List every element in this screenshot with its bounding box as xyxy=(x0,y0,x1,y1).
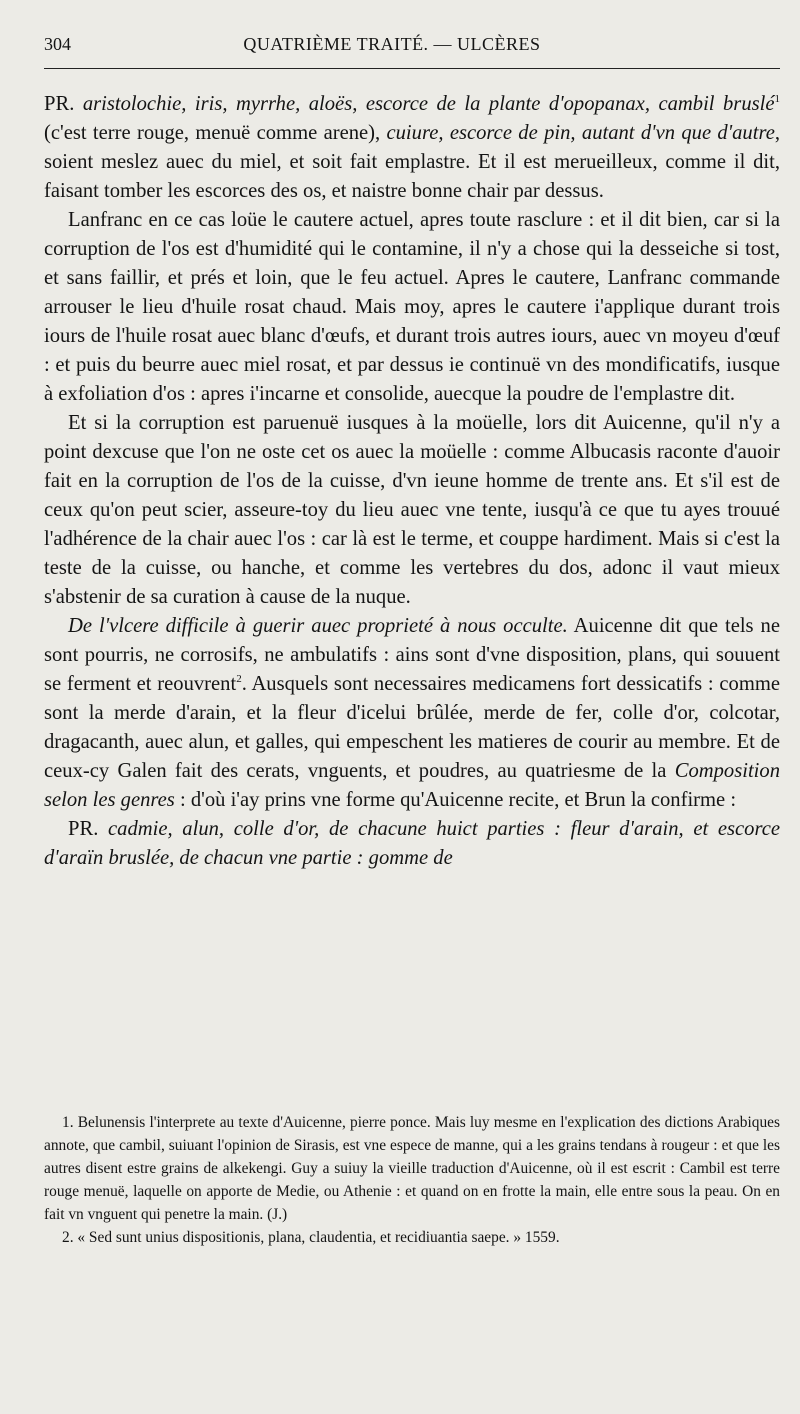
recipe-ingredients: aristolochie, iris, myrrhe, aloës, escorce de la plante d'opopanax, cambil bruslé xyxy=(82,93,775,115)
footnote-2: 2. « Sed sunt unius dispositionis, plana, claudentia, et recidiuantia saepe. » 1559. xyxy=(62,1229,560,1246)
footnote-ref-2: 2 xyxy=(236,673,242,686)
footnotes xyxy=(44,1111,780,1249)
main-text xyxy=(44,90,780,873)
paragraph-5 xyxy=(44,815,780,873)
recipe-label: PR. xyxy=(68,818,109,840)
paragraph-4 xyxy=(44,612,780,815)
running-title: QUATRIÈME TRAITÉ. — ULCÈRES xyxy=(243,34,541,54)
paragraph-text: . Ausquels sont necessaires medicamens fort dessicatifs : comme sont la merde d'arain, et la fleur d'icelui brûlée, merde de fer, colle d'or, colcotar, dragacanth, auec alun, et galles, qui empeschent les matieres de courir au membre. Et de ceux-cy Galen fait des cerats, vnguents, et poudres, au quatriesme de la xyxy=(44,673,781,782)
header-rule xyxy=(44,68,780,69)
footnote-ref-1: 1 xyxy=(774,93,780,106)
page-header xyxy=(44,34,780,62)
paragraph-text: : d'où i'ay prins vne forme qu'Auicenne recite, et Brun la confirme : xyxy=(174,789,737,811)
paragraph-text: (c'est terre rouge, menuë comme arene), xyxy=(44,122,387,144)
recipe-ingredients: cuiure, escorce de pin, autant d'vn que d'autre xyxy=(386,122,775,144)
paragraph-text: Auicenne dit que tels ne sont pourris, ne corrosifs, ne ambulatifs : ains sont d'vne disposition, plans, qui souuent se ferment et reouvrent xyxy=(44,615,780,695)
paragraph-text: , soient meslez auec du miel, et soit fait emplastre. Et il est merueilleux, comme il dit, faisant tomber les escorces des os, et naistre bonne chair par dessus. xyxy=(44,122,780,202)
recipe-ingredients: cadmie, alun, colle d'or, de chacune huict parties : fleur d'arain, et escorce d'araïn bruslée, de chacun vne partie : gomme de xyxy=(44,818,780,869)
paragraph-1 xyxy=(44,90,780,206)
paragraph-2: Lanfranc en ce cas loüe le cautere actuel, apres toute rasclure : et il dit bien, car si la corruption de l'os est d'humidité qui le contamine, il n'y a chose qui la desseiche si tost, et sans faillir, et prés et loin, que le feu actuel. Apres le cautere, Lanfranc commande arrouser le lieu d'huile rosat chaud. Mais moy, apres le cautere i'applique durant trois iours de l'huile rosat auec blanc d'œufs, et durant trois autres iours, auec vn moyeu d'œuf : et puis du beurre auec miel rosat, et par dessus ie continuë vn des mondificatifs, iusque à exfoliation d'os : apres i'incarne et consolide, auecque la poudre de l'emplastre dit. xyxy=(44,209,780,405)
paragraph-3: Et si la corruption est paruenuë iusques à la moüelle, lors dit Auicenne, qu'il n'y a point dexcuse que l'on ne oste cet os auec la moüelle : comme Albucasis raconte d'auoir fait en la corruption de l'os de la cuisse, d'vn ieune homme de trente ans. Et s'il est de ceux qu'on peut scier, asseure-toy du lieu auec vne tente, iusqu'à ce que tu ayes trouué l'adhérence de la chair auec l'os : car là est le terme, et couppe hardiment. Mais si c'est la teste de la cuisse, ou hanche, et comme les vertebres du dos, adonc il vaut mieux s'abstenir de sa curation à cause de la nuque. xyxy=(44,412,780,608)
page-number: 304 xyxy=(44,34,71,54)
section-heading: De l'vlcere difficile à guerir auec proprieté à nous occulte. xyxy=(68,615,568,637)
book-title: Composition selon les genres xyxy=(44,760,780,811)
footnote-1: 1. Belunensis l'interprete au texte d'Auicenne, pierre ponce. Mais luy mesme en l'explication des dictions Arabiques annote, que cambil, suiuant l'opinion de Sirasis, est vne espece de manne, qui a les grains tendans à rougeur : et que les autres disent estre grains de alkekengi. Guy a suiuy la vieille traduction d'Auicenne, où il est escrit : Cambil est terre rouge menuë, laquelle on apporte de Medie, ou Athenie : et quand on en frotte la main, elle entre sous la peau. On en fait vn vnguent qui penetre la main. (J.) xyxy=(44,1114,780,1223)
recipe-label: PR. xyxy=(44,93,83,115)
